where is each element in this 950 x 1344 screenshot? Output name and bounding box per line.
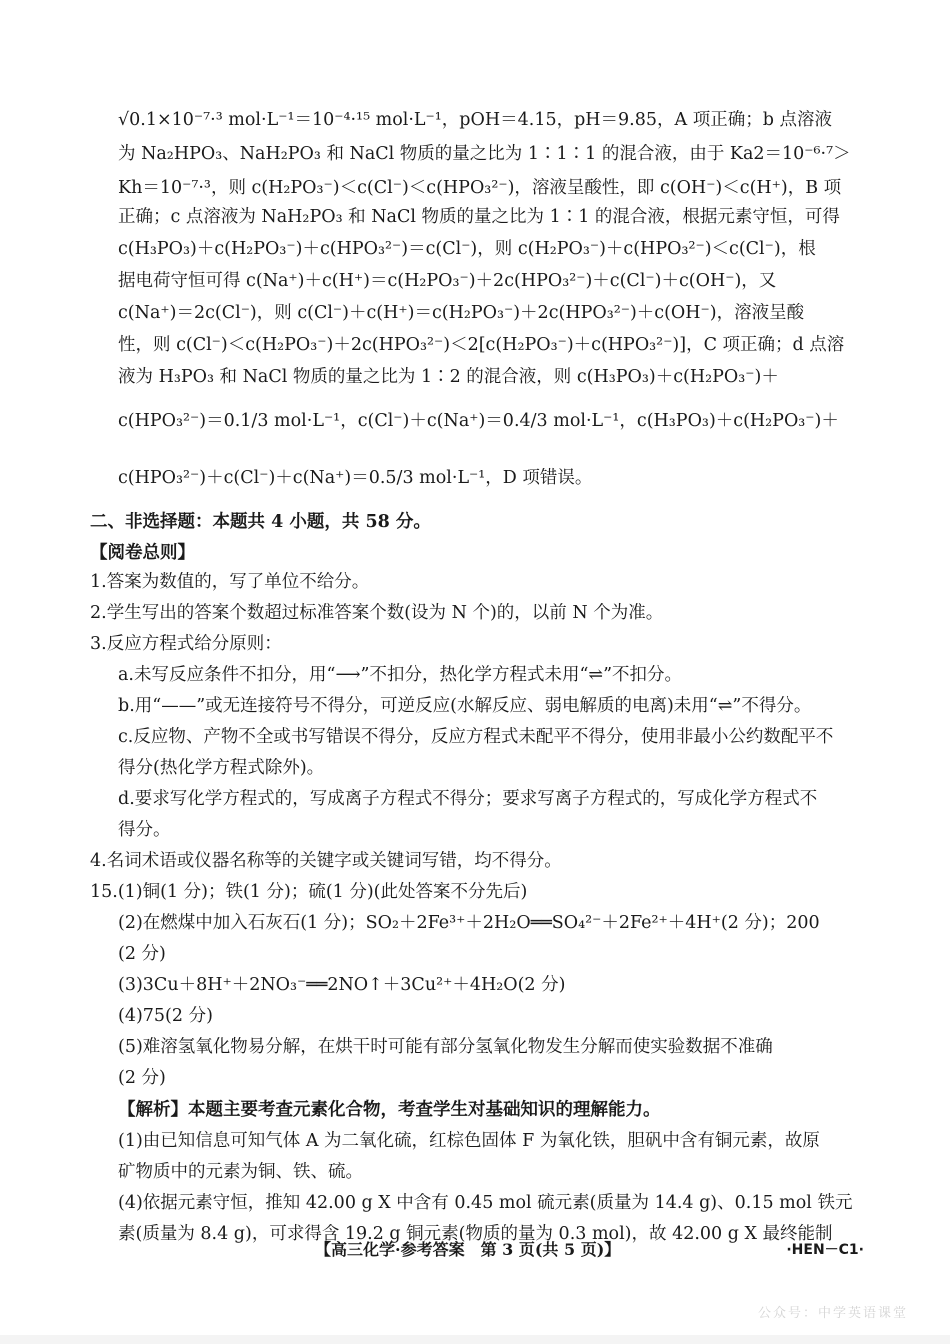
text-line: c(H₃PO₃)＋c(H₂PO₃⁻)＋c(HPO₃²⁻)＝c(Cl⁻)，则 c(H₂PO₃⁻)＋c(HPO₃²⁻)＜c(Cl⁻)，根 [118,239,816,259]
rule-subitem: d.要求写化学方程式的，写成离子方程式不得分；要求写离子方程式的，写成化学方程式不 [118,789,818,809]
text-line: 液为 H₃PO₃ 和 NaCl 物质的量之比为 1∶2 的混合液，则 c(H₃PO₃)＋c(H₂PO₃⁻)＋ [118,367,779,387]
text-line: 性，则 c(Cl⁻)＜c(H₂PO₃⁻)＋2c(HPO₃²⁻)＜2[c(H₂PO₃⁻)＋c(HPO₃²⁻)]，C 项正确；d 点溶 [118,335,845,355]
text-line: c(HPO₃²⁻)＋c(Cl⁻)＋c(Na⁺)＝0.5/3 mol·L⁻¹，D 项错误。 [118,468,593,488]
rule-subitem: a.未写反应条件不扣分，用“⟶”不扣分，热化学方程式未用“⇌”不扣分。 [118,665,683,685]
text-line: 据电荷守恒可得 c(Na⁺)＋c(H⁺)＝c(H₂PO₃⁻)＋2c(HPO₃²⁻)＋c(Cl⁻)＋c(OH⁻)，又 [118,271,777,291]
text-line: Kh＝10⁻⁷·³，则 c(H₂PO₃⁻)＜c(Cl⁻)＜c(HPO₃²⁻)，溶液呈酸性，即 c(OH⁻)＜c(H⁺)，B 项 [118,178,842,198]
text-line: 正确；c 点溶液为 NaH₂PO₃ 和 NaCl 物质的量之比为 1∶1 的混合液，根据元素守恒，可得 [118,207,840,227]
rule-item: 4.名词术语或仪器名称等的关键字或关键词写错，均不得分。 [90,851,562,871]
answer-line: 15.(1)铜(1 分)；铁(1 分)；硫(1 分)(此处答案不分先后) [90,882,528,902]
watermark: 公众号：中学英语课堂 [757,1306,908,1321]
section-heading: 二、非选择题：本题共 4 小题，共 58 分。 [90,512,431,532]
answer-line: (2 分) [118,1068,166,1088]
text-line: c(HPO₃²⁻)＝0.1/3 mol·L⁻¹，c(Cl⁻)＋c(Na⁺)＝0.4/3 mol·L⁻¹，c(H₃PO₃)＋c(H₂PO₃⁻)＋ [118,411,839,431]
footer-code: ·HEN－C1· [786,1242,864,1258]
rule-item: 1.答案为数值的，写了单位不给分。 [90,572,370,592]
answer-line: (4)75(2 分) [118,1006,213,1026]
rule-subitem: b.用“——”或无连接符号不得分，可逆反应(水解反应、弱电解质的电离)未用“⇌”不得分。 [118,696,812,716]
text-line: 为 Na₂HPO₃、NaH₂PO₃ 和 NaCl 物质的量之比为 1∶1∶1 的混合液，由于 Ka2＝10⁻⁶·⁷＞ [118,144,851,164]
bottom-edge [0,1335,950,1344]
answer-line: (3)3Cu＋8H⁺＋2NO₃⁻══2NO↑＋3Cu²⁺＋4H₂O(2 分) [118,975,566,995]
text-line: c(Na⁺)＝2c(Cl⁻)，则 c(Cl⁻)＋c(H⁺)＝c(H₂PO₃⁻)＋2c(HPO₃²⁻)＋c(OH⁻)，溶液呈酸 [118,303,805,323]
analysis-line: (4)依据元素守恒，推知 42.00 g X 中含有 0.45 mol 硫元素(质量为 14.4 g)、0.15 mol 铁元 [118,1193,853,1213]
rule-subitem-cont: 得分(热化学方程式除外)。 [118,758,325,778]
analysis-line: 矿物质中的元素为铜、铁、硫。 [118,1162,363,1182]
answer-line: (2)在燃煤中加入石灰石(1 分)；SO₂＋2Fe³⁺＋2H₂O══SO₄²⁻＋2Fe²⁺＋4H⁺(2 分)；200 [118,913,820,933]
answer-line: (5)难溶氢氧化物易分解，在烘干时可能有部分氢氧化物发生分解而使实验数据不准确 [118,1037,773,1057]
rule-item: 2.学生写出的答案个数超过标准答案个数(设为 N 个)的，以前 N 个为准。 [90,603,664,623]
rule-subitem-cont: 得分。 [118,820,171,840]
footer-title: 【高三化学·参考答案 第 3 页(共 5 页)】 [315,1240,621,1259]
answer-line: (2 分) [118,944,166,964]
analysis-line: 素(质量为 8.4 g)，可求得含 19.2 g 铜元素(物质的量为 0.3 mol)，故 42.00 g X 最终能制 [118,1224,833,1244]
text-line: √0.1×10⁻⁷·³ mol·L⁻¹＝10⁻⁴·¹⁵ mol·L⁻¹，pOH＝4.15，pH＝9.85，A 项正确；b 点溶液 [118,110,832,130]
analysis-line: (1)由已知信息可知气体 A 为二氧化硫，红棕色固体 F 为氧化铁，胆矾中含有铜元素，故原 [118,1131,820,1151]
analysis-heading: 【解析】本题主要考查元素化合物，考查学生对基础知识的理解能力。 [118,1100,661,1120]
rule-subitem: c.反应物、产物不全或书写错误不得分，反应方程式未配平不得分，使用非最小公约数配平不 [118,727,834,747]
rule-heading: 【阅卷总则】 [90,543,195,563]
rule-item: 3.反应方程式给分原则： [90,634,282,654]
